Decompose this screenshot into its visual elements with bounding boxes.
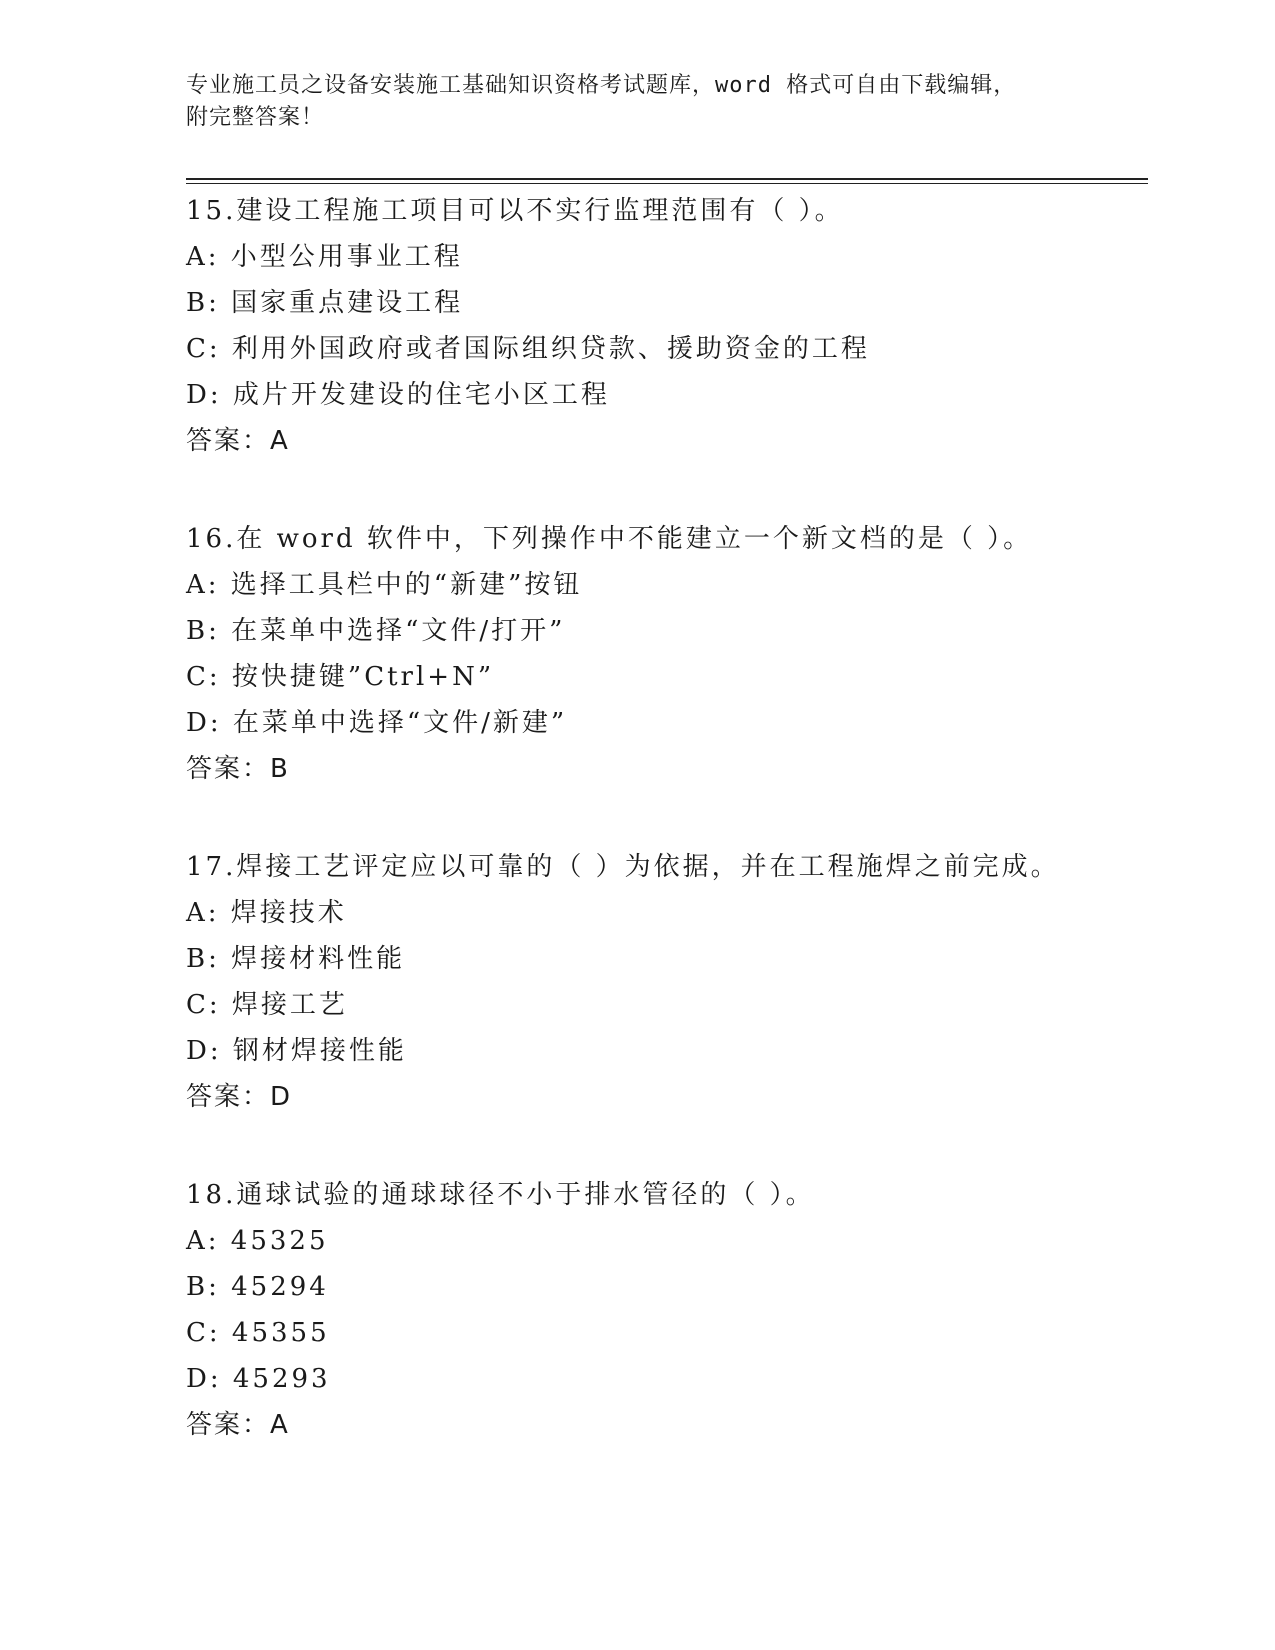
question-title: 16.在 word 软件中，下列操作中不能建立一个新文档的是（ ）。	[186, 524, 1033, 554]
option-d: D: 45293	[186, 1364, 331, 1394]
question-18	[186, 1172, 1146, 1448]
option-c: C: 焊接工艺	[186, 990, 348, 1020]
answer: 答案：A	[186, 1410, 290, 1440]
option-a: A: 45325	[186, 1226, 329, 1256]
option-b: B: 在菜单中选择“文件/打开”	[186, 616, 566, 646]
question-title: 17.焊接工艺评定应以可靠的（ ）为依据，并在工程施焊之前完成。	[186, 852, 1060, 882]
header-divider-thick	[186, 178, 1148, 180]
question-title: 18.通球试验的通球球径不小于排水管径的（ ）。	[186, 1180, 815, 1210]
question-17	[186, 844, 1146, 1120]
option-b: B: 国家重点建设工程	[186, 288, 464, 318]
option-c: C: 按快捷键”Ctrl+N”	[186, 662, 495, 692]
question-15	[186, 188, 1146, 464]
option-a: A: 小型公用事业工程	[186, 242, 463, 272]
option-d: D: 成片开发建设的住宅小区工程	[186, 380, 610, 410]
option-c: C: 45355	[186, 1318, 330, 1348]
option-d: D: 钢材焊接性能	[186, 1036, 407, 1066]
header-line-2: 附完整答案！	[186, 105, 325, 130]
header-divider-thin	[186, 183, 1148, 184]
option-a: A: 焊接技术	[186, 898, 347, 928]
option-a: A: 选择工具栏中的“新建”按钮	[186, 570, 583, 600]
answer: 答案：D	[186, 1082, 293, 1112]
option-b: B: 45294	[186, 1272, 329, 1302]
option-d: D: 在菜单中选择“文件/新建”	[186, 708, 568, 738]
answer: 答案：B	[186, 754, 290, 784]
question-list	[186, 188, 1146, 1500]
option-c: C: 利用外国政府或者国际组织贷款、援助资金的工程	[186, 334, 870, 364]
answer: 答案：A	[186, 426, 290, 456]
option-b: B: 焊接材料性能	[186, 944, 406, 974]
question-16	[186, 516, 1146, 792]
question-title: 15.建设工程施工项目可以不实行监理范围有（ ）。	[186, 196, 844, 226]
document-header	[186, 70, 1086, 134]
header-line-1: 专业施工员之设备安装施工基础知识资格考试题库，word 格式可自由下载编辑，	[186, 73, 1017, 98]
